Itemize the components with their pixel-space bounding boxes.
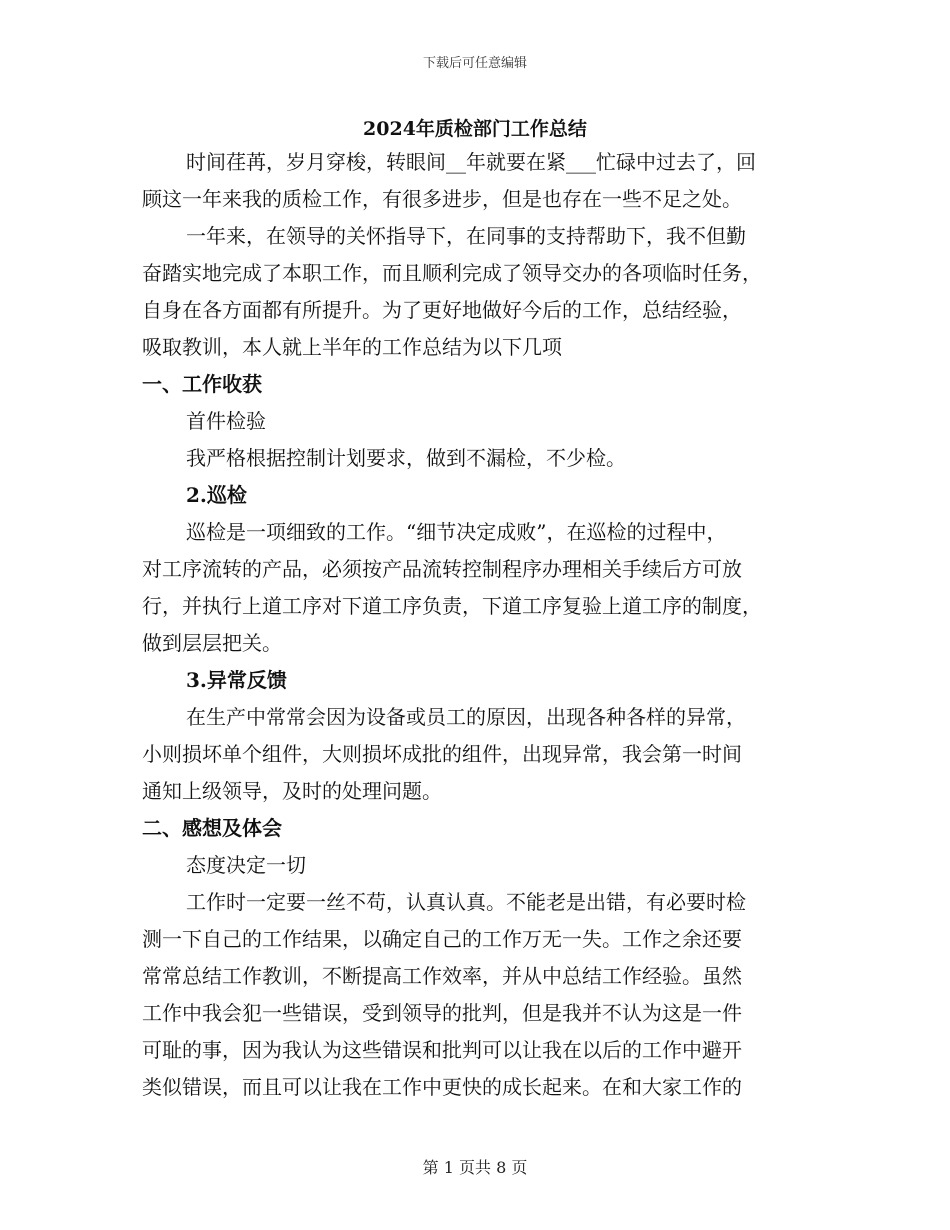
paragraph-line: 在生产中常常会因为设备或员工的原因，出现各种各样的异常， [186,705,746,729]
paragraph-line: 可耻的事，因为我认为这些错误和批判可以让我在以后的工作中避开 [142,1038,742,1062]
paragraph-line: 吸取教训，本人就上半年的工作总结为以下几项 [142,335,562,359]
paragraph-line: 首件检验 [186,409,266,433]
paragraph-line: 时间荏苒，岁月穿梭，转眼间__年就要在紧___忙碌中过去了，回 [186,150,756,174]
paragraph-line: 对工序流转的产品，必须按产品流转控制程序办理相关手续后方可放 [142,557,742,581]
document-body [142,144,810,1106]
paragraph-line: 一年来，在领导的关怀指导下，在同事的支持帮助下，我不但勤 [186,224,746,248]
paragraph-line: 顾这一年来我的质检工作，有很多进步，但是也存在一些不足之处。 [142,187,742,211]
section-heading: 一、工作收获 [142,372,262,396]
document-title: 2024年质检部门工作总结 [363,118,587,140]
paragraph-line: 我严格根据控制计划要求，做到不漏检，不少检。 [186,446,626,470]
paragraph-line: 通知上级领导，及时的处理问题。 [142,779,442,803]
paragraph-line: 常常总结工作教训，不断提高工作效率，并从中总结工作经验。虽然 [142,964,742,988]
section-heading: 3.异常反馈 [186,668,287,692]
section-heading: 2.巡检 [186,483,247,507]
paragraph-line: 行，并执行上道工序对下道工序负责，下道工序复验上道工序的制度， [142,594,762,618]
paragraph-line: 测一下自己的工作结果，以确定自己的工作万无一失。工作之余还要 [142,927,742,951]
paragraph-line: 小则损坏单个组件，大则损坏成批的组件，出现异常，我会第一时间 [142,742,742,766]
paragraph-line: 做到层层把关。 [142,631,282,655]
paragraph-line: 自身在各方面都有所提升。为了更好地做好今后的工作，总结经验， [142,298,742,322]
paragraph-line: 工作中我会犯一些错误，受到领导的批判，但是我并不认为这是一件 [142,1001,742,1025]
paragraph-line: 态度决定一切 [186,853,306,877]
page-footer: 第 1 页共 8 页 [422,1158,528,1177]
section-heading: 二、感想及体会 [142,816,282,840]
paragraph-line: 工作时一定要一丝不苟，认真认真。不能老是出错，有必要时检 [186,890,746,914]
paragraph-line: 类似错误，而且可以让我在工作中更快的成长起来。在和大家工作的 [142,1075,742,1099]
paragraph-line: 巡检是一项细致的工作。“细节决定成败”，在巡检的过程中， [186,520,727,544]
paragraph-line: 奋踏实地完成了本职工作，而且顺利完成了领导交办的各项临时任务， [142,261,762,285]
page-header-note: 下载后可任意编辑 [422,56,527,71]
